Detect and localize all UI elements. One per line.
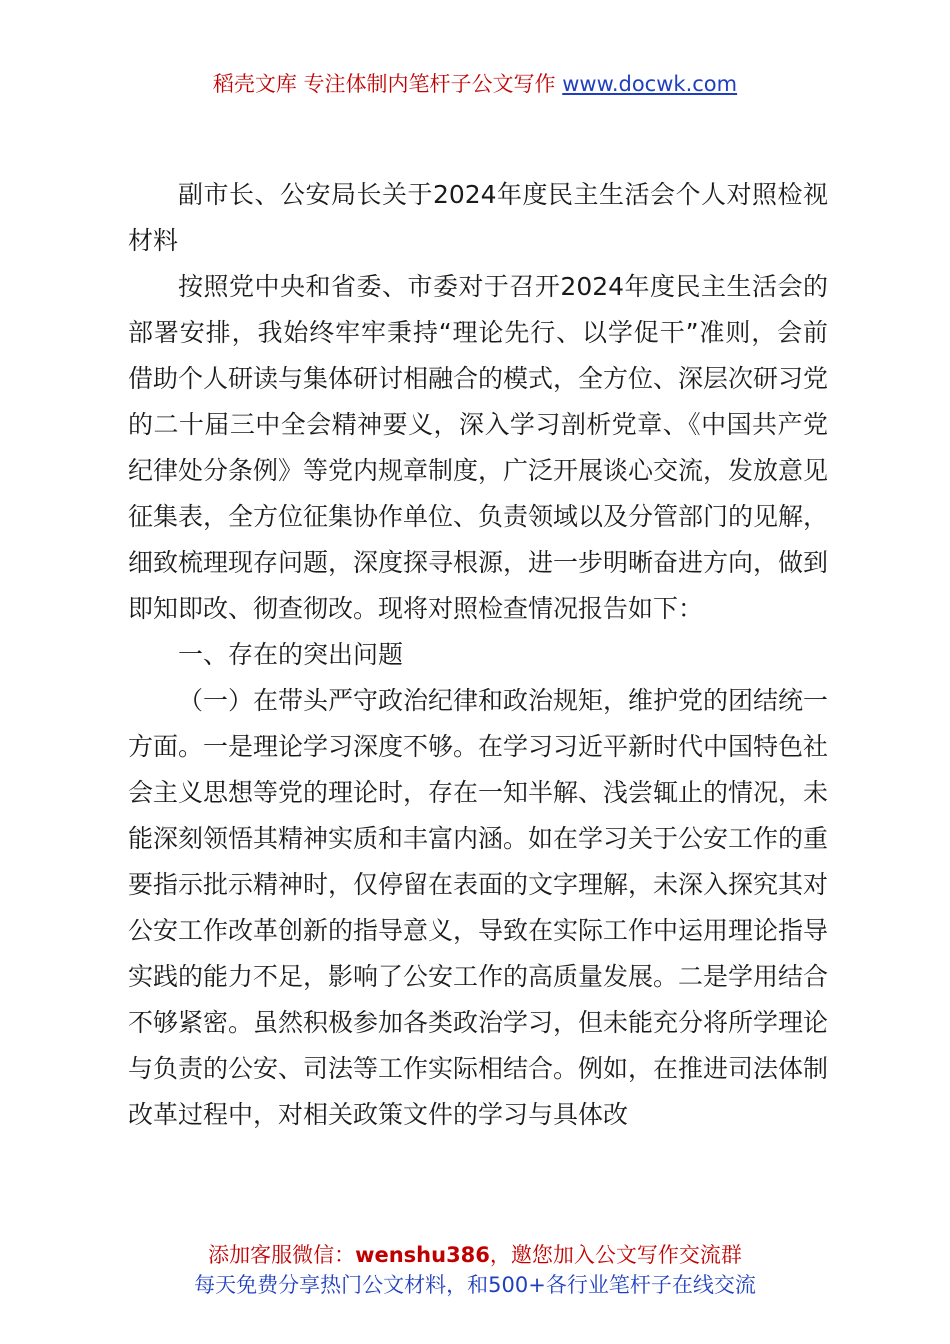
document-title: 副市长、公安局长关于2024年度民主生活会个人对照检视材料 — [128, 180, 828, 255]
section-heading: 一、存在的突出问题 — [178, 640, 404, 669]
footer-line-1 — [0, 1240, 950, 1270]
site-header — [0, 68, 950, 100]
header-slogan: 稻壳文库 专注体制内笔杆子公文写作 — [212, 72, 563, 96]
site-footer — [0, 1240, 950, 1300]
paragraph-intro: 按照党中央和省委、市委对于召开2024年度民主生活会的部署安排，我始终牢牢秉持“理论先行、以学促干”准则，会前借助个人研读与集体研讨相融合的模式，全方位、深层次研习党的二十届三中全会精神要义，深入学习剖析党章、《中国共产党纪律处分条例》等党内规章制度，广泛开展谈心交流，发放意见征集表，全方位征集协作单位、负责领域以及分管部门的见解，细致梳理现存问题，深度探寻根源，进一步明晰奋进方向，做到即知即改、彻查彻改。现将对照检查情况报告如下： — [128, 272, 829, 623]
document-body — [128, 172, 828, 1138]
footer-prefix: 添加客服微信： — [208, 1243, 356, 1267]
wechat-id: wenshu386 — [355, 1243, 490, 1267]
footer-line-2: 每天免费分享热门公文材料，和500+各行业笔杆子在线交流 — [194, 1273, 756, 1297]
header-link[interactable]: www.docwk.com — [562, 72, 738, 96]
paragraph-body: （一）在带头严守政治纪律和政治规矩，维护党的团结统一方面。一是理论学习深度不够。在学习习近平新时代中国特色社会主义思想等党的理论时，存在一知半解、浅尝辄止的情况，未能深刻领悟其精神实质和丰富内涵。如在学习关于公安工作的重要指示批示精神时，仅停留在表面的文字理解，未深入探究其对公安工作改革创新的指导意义，导致在实际工作中运用理论指导实践的能力不足，影响了公安工作的高质量发展。二是学用结合不够紧密。虽然积极参加各类政治学习，但未能充分将所学理论与负责的公安、司法等工作实际相结合。例如，在推进司法体制改革过程中，对相关政策文件的学习与具体改 — [128, 686, 829, 1129]
footer-suffix: ，邀您加入公文写作交流群 — [489, 1243, 742, 1267]
